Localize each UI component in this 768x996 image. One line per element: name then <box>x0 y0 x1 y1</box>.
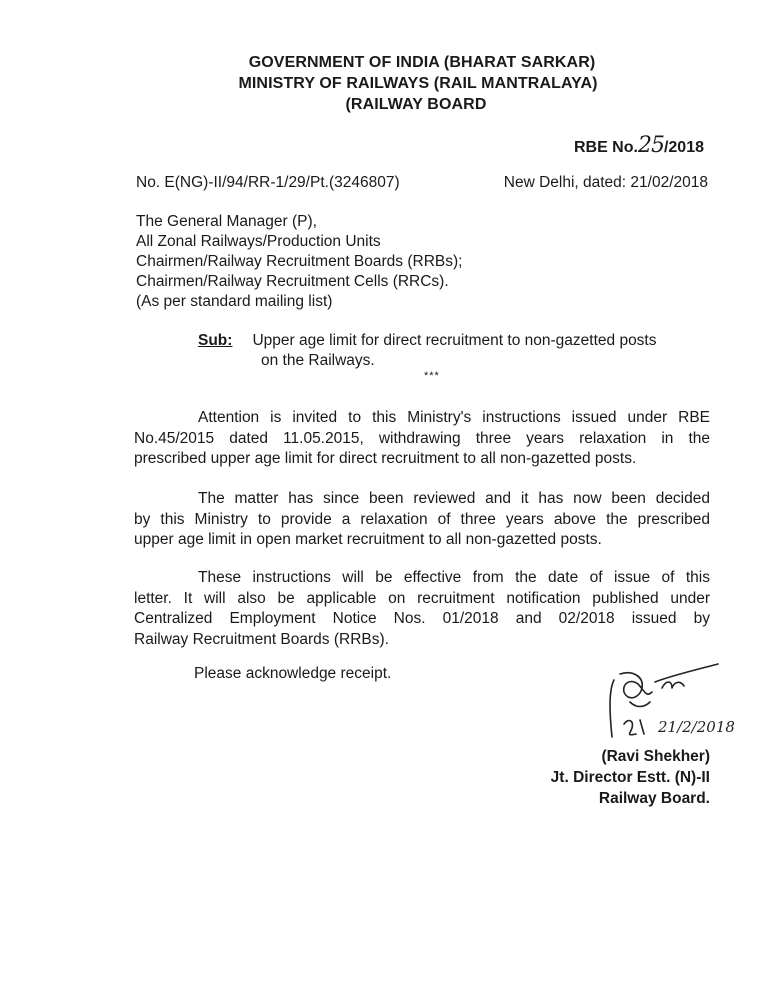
header-board: (RAILWAY BOARD <box>345 96 487 113</box>
subject-line-2: on the Railways. <box>261 352 375 369</box>
letterhead <box>0 52 768 115</box>
header-government: GOVERNMENT OF INDIA (BHARAT SARKAR) <box>248 54 596 71</box>
addressee-line: All Zonal Railways/Production Units <box>136 233 381 250</box>
subject-block <box>198 331 718 371</box>
signatory-block <box>551 746 710 809</box>
paragraph-2 <box>134 489 710 551</box>
rbe-prefix: RBE No. <box>573 139 638 156</box>
separator: *** <box>424 370 440 382</box>
paragraph-line: The matter has since been reviewed and it has now been decided <box>198 490 710 507</box>
paragraph-line: These instructions will be effective from the date of issue of this <box>198 569 710 586</box>
paragraph-line: Centralized Employment Notice Nos. 01/2018 and 02/2018 issued by <box>134 610 710 627</box>
paragraph-line: by this Ministry to provide a relaxation of three years above the prescribed <box>134 510 710 528</box>
signature-date: 21/2/2018 <box>658 718 735 736</box>
date-line: New Delhi, dated: 21/02/2018 <box>503 174 708 191</box>
paragraph-line: Railway Recruitment Boards (RRBs). <box>134 630 389 648</box>
signatory-designation: Jt. Director Estt. (N)-II <box>550 769 710 786</box>
rbe-number <box>574 133 704 158</box>
reference-number: No. E(NG)-II/94/RR-1/29/Pt.(3246807) <box>136 174 400 191</box>
addressee-line: Chairmen/Railway Recruitment Cells (RRCs). <box>136 273 449 290</box>
paragraph-line: No.45/2015 dated 11.05.2015, withdrawing three years relaxation in the <box>134 429 710 447</box>
paragraph-line: prescribed upper age limit for direct recruitment to all non-gazetted posts. <box>134 450 637 467</box>
signatory-office: Railway Board. <box>598 790 710 807</box>
acknowledge-line: Please acknowledge receipt. <box>194 665 392 682</box>
rbe-suffix: /2018 <box>663 139 704 156</box>
paragraph-1 <box>134 408 710 470</box>
paragraph-3 <box>134 568 710 650</box>
rbe-handwritten-number: 25 <box>637 133 664 158</box>
subject-label: Sub: <box>198 332 233 349</box>
addressee-line: The General Manager (P), <box>136 213 317 230</box>
header-ministry: MINISTRY OF RAILWAYS (RAIL MANTRALAYA) <box>238 75 598 92</box>
signatory-name: (Ravi Shekher) <box>601 748 710 765</box>
paragraph-line: upper age limit in open market recruitment to all non-gazetted posts. <box>134 531 602 548</box>
subject-line-1: Upper age limit for direct recruitment to non-gazetted posts <box>252 332 657 349</box>
paragraph-line: letter. It will also be applicable on recruitment notification published under <box>134 589 710 607</box>
addressee-block <box>136 212 462 312</box>
addressee-line: (As per standard mailing list) <box>136 293 333 310</box>
paragraph-line: Attention is invited to this Ministry's instructions issued under RBE <box>198 409 710 426</box>
addressee-line: Chairmen/Railway Recruitment Boards (RRBs); <box>136 253 463 270</box>
